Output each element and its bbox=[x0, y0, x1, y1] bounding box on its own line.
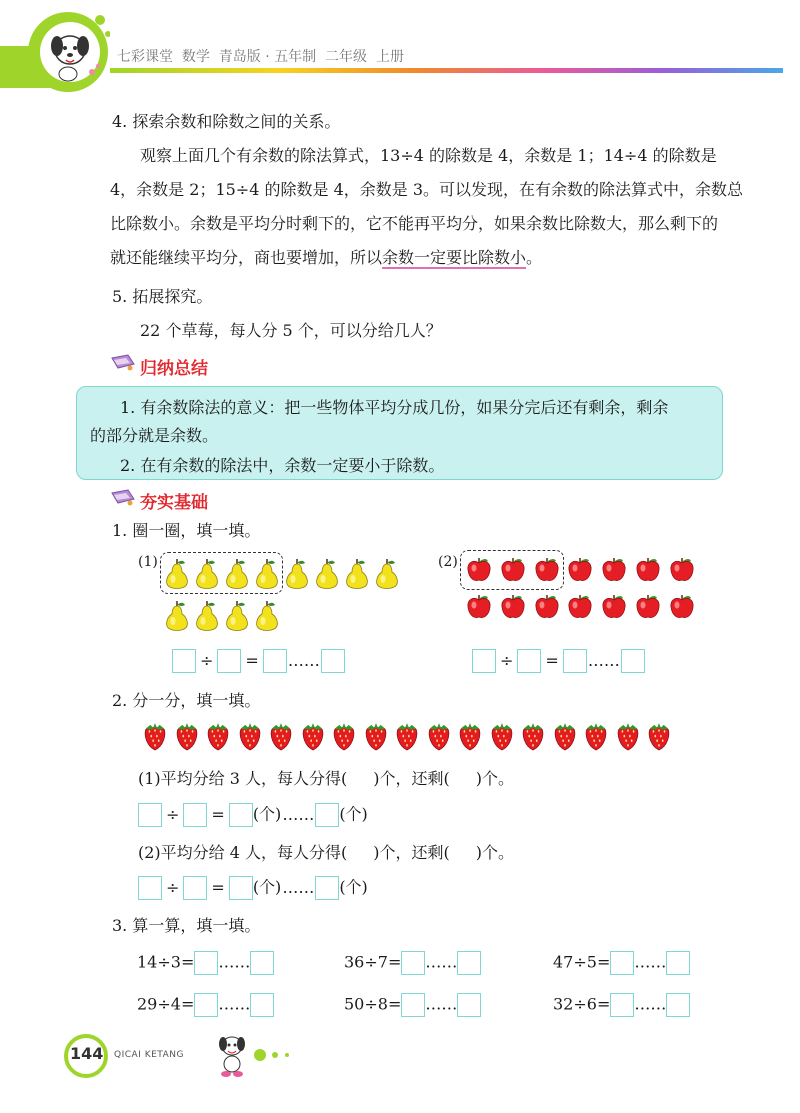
divide-sign: ÷ bbox=[500, 651, 514, 670]
strawberry-icon bbox=[552, 721, 578, 757]
basics-tag-icon bbox=[110, 489, 136, 507]
pear-icon bbox=[254, 599, 280, 637]
answer-box[interactable] bbox=[610, 951, 634, 975]
q2-heading: 2. 分一分，填一填。 bbox=[112, 691, 261, 710]
strawberry-icon bbox=[646, 721, 672, 757]
q3-expression: 29÷4= bbox=[137, 994, 195, 1014]
strawberry-icon bbox=[300, 721, 326, 757]
section4-para-line2: 4，余数是 2；15÷4 的除数是 4，余数是 3。可以发现，在有余数的除法算式中，余数总 bbox=[110, 180, 744, 199]
footer-dot-medium bbox=[272, 1052, 278, 1058]
q2-part1-text bbox=[138, 768, 514, 790]
q1-equation-1 bbox=[172, 649, 345, 673]
equals-sign: = bbox=[245, 651, 259, 670]
footer-brand: QICAI KETANG bbox=[114, 1050, 184, 1060]
summary-heading: 归纳总结 bbox=[140, 359, 208, 379]
q3-expression: 36÷7= bbox=[344, 952, 402, 972]
apple-icon bbox=[566, 592, 594, 624]
answer-box[interactable] bbox=[610, 993, 634, 1017]
strawberry-icon bbox=[394, 721, 420, 757]
footer-page-number: 144 bbox=[70, 1044, 104, 1063]
answer-box[interactable] bbox=[457, 951, 481, 975]
q1-heading: 1. 圈一圈，填一填。 bbox=[112, 521, 261, 540]
mascot-puppy-icon bbox=[212, 1030, 252, 1080]
apple-icon bbox=[499, 592, 527, 624]
header-title: 七彩课堂 数学 青岛版 · 五年制 二年级 上册 bbox=[117, 49, 404, 65]
remainder-dots: …… bbox=[587, 651, 620, 670]
strawberry-icon bbox=[174, 721, 200, 757]
q3-problem bbox=[553, 993, 690, 1017]
section4-heading: 4. 探索余数和除数之间的关系。 bbox=[112, 112, 341, 131]
unit-label: (个) bbox=[339, 877, 368, 897]
equals-sign: = bbox=[545, 651, 559, 670]
answer-box[interactable] bbox=[315, 803, 339, 827]
answer-box[interactable] bbox=[250, 951, 274, 975]
footer-dot-large bbox=[254, 1049, 266, 1061]
summary-tag-icon bbox=[110, 354, 136, 372]
answer-box[interactable] bbox=[217, 649, 241, 673]
answer-box[interactable] bbox=[563, 649, 587, 673]
strawberry-icon bbox=[583, 721, 609, 757]
divide-sign: ÷ bbox=[166, 805, 180, 824]
remainder-dots: …… bbox=[218, 952, 251, 972]
apple-icon bbox=[600, 555, 628, 587]
pear-icon bbox=[314, 557, 340, 595]
q2-part2-text-c: )个。 bbox=[475, 843, 515, 862]
q2-part2-text bbox=[138, 842, 514, 864]
unit-label: (个) bbox=[252, 804, 282, 824]
strawberry-icon bbox=[268, 721, 294, 757]
q2-part1-text-b: )个，还剩( bbox=[373, 769, 450, 788]
q2-part2-text-a: (2)平均分给 4 人，每人分得( bbox=[138, 843, 348, 862]
pear-icon bbox=[224, 599, 250, 637]
answer-box[interactable] bbox=[229, 876, 253, 900]
summary-item1-line2: 的部分就是余数。 bbox=[90, 426, 219, 445]
pear-icon bbox=[194, 599, 220, 637]
summary-item2: 2. 在有余数的除法中，余数一定要小于除数。 bbox=[120, 456, 445, 475]
divide-sign: ÷ bbox=[166, 878, 180, 897]
apple-icon bbox=[634, 555, 662, 587]
strawberry-icon bbox=[205, 721, 231, 757]
divide-sign: ÷ bbox=[200, 651, 214, 670]
pear-icon bbox=[224, 557, 250, 595]
q3-problem bbox=[137, 993, 274, 1017]
q1-equation-2 bbox=[472, 649, 645, 673]
header-band bbox=[0, 0, 800, 95]
q3-heading: 3. 算一算，填一填。 bbox=[112, 916, 261, 935]
answer-box[interactable] bbox=[183, 876, 207, 900]
strawberry-icon bbox=[331, 721, 357, 757]
answer-box[interactable] bbox=[194, 951, 218, 975]
answer-box[interactable] bbox=[229, 803, 253, 827]
answer-box[interactable] bbox=[183, 803, 207, 827]
section5-question: 22 个草莓，每人分 5 个，可以分给几人？ bbox=[140, 321, 442, 340]
mascot-logo-icon bbox=[0, 0, 110, 95]
answer-box[interactable] bbox=[457, 993, 481, 1017]
q3-problem bbox=[137, 951, 274, 975]
remainder-dots: …… bbox=[218, 994, 251, 1014]
remainder-dots: …… bbox=[282, 805, 315, 824]
q3-problem bbox=[553, 951, 690, 975]
answer-box[interactable] bbox=[194, 993, 218, 1017]
q3-problem bbox=[344, 951, 481, 975]
section4-para-line3: 比除数小。余数是平均分时剩下的，它不能再平均分，如果余数比除数大，那么剩下的 bbox=[110, 214, 719, 233]
unit-label: (个) bbox=[339, 804, 368, 824]
q3-problem bbox=[344, 993, 481, 1017]
apple-icon bbox=[668, 555, 696, 587]
apple-icon bbox=[533, 592, 561, 624]
pear-icon bbox=[194, 557, 220, 595]
section4-para-line4-start: 就还能继续平均分，商也要增加，所以 bbox=[110, 248, 383, 267]
answer-box[interactable] bbox=[666, 951, 690, 975]
answer-box[interactable] bbox=[472, 649, 496, 673]
strawberry-icon bbox=[457, 721, 483, 757]
key-conclusion-underline: 余数一定要比除数小 bbox=[382, 248, 527, 267]
remainder-dots: …… bbox=[634, 952, 667, 972]
remainder-dots: …… bbox=[287, 651, 320, 670]
q2-part1-text-a: (1)平均分给 3 人，每人分得( bbox=[138, 769, 348, 788]
pear-icon bbox=[164, 599, 190, 637]
q1-part1-label: (1) bbox=[138, 554, 158, 570]
strawberry-icon bbox=[615, 721, 641, 757]
answer-box[interactable] bbox=[401, 951, 425, 975]
strawberry-icon bbox=[426, 721, 452, 757]
answer-box[interactable] bbox=[315, 876, 339, 900]
apple-icon bbox=[600, 592, 628, 624]
apple-icon bbox=[465, 555, 493, 587]
answer-box[interactable] bbox=[172, 649, 196, 673]
pear-icon bbox=[254, 557, 280, 595]
remainder-dots: …… bbox=[282, 878, 315, 897]
q3-expression: 50÷8= bbox=[344, 994, 402, 1014]
q2-part1-text-c: )个。 bbox=[475, 769, 515, 788]
unit-label: (个) bbox=[252, 877, 282, 897]
basics-heading: 夯实基础 bbox=[140, 493, 208, 513]
pear-icon bbox=[344, 557, 370, 595]
q2-equation-2 bbox=[138, 876, 368, 900]
footer-dot-small bbox=[285, 1053, 289, 1057]
apple-icon bbox=[499, 555, 527, 587]
strawberry-icon bbox=[237, 721, 263, 757]
answer-box[interactable] bbox=[517, 649, 541, 673]
section4-para-line4-end: 。 bbox=[526, 248, 543, 267]
answer-box[interactable] bbox=[138, 803, 162, 827]
equals-sign: = bbox=[211, 805, 225, 824]
pear-icon bbox=[164, 557, 190, 595]
remainder-dots: …… bbox=[425, 952, 458, 972]
q3-expression: 14÷3= bbox=[137, 952, 195, 972]
section4-para-line1: 观察上面几个有余数的除法算式，13÷4 的除数是 4，余数是 1；14÷4 的除数是 bbox=[140, 146, 717, 165]
strawberry-icon bbox=[142, 721, 168, 757]
answer-box[interactable] bbox=[138, 876, 162, 900]
q2-equation-1 bbox=[138, 803, 368, 827]
equals-sign: = bbox=[211, 878, 225, 897]
strawberry-icon bbox=[520, 721, 546, 757]
apple-icon bbox=[465, 592, 493, 624]
q3-expression: 32÷6= bbox=[553, 994, 611, 1014]
summary-item1-line1: 1. 有余数除法的意义：把一些物体平均分成几份，如果分完后还有剩余，剩余 bbox=[120, 398, 669, 417]
strawberry-icon bbox=[489, 721, 515, 757]
q1-part2-label: (2) bbox=[438, 554, 458, 570]
answer-box[interactable] bbox=[666, 993, 690, 1017]
remainder-dots: …… bbox=[634, 994, 667, 1014]
apple-icon bbox=[668, 592, 696, 624]
apple-icon bbox=[634, 592, 662, 624]
section5-heading: 5. 拓展探究。 bbox=[112, 287, 213, 306]
answer-box[interactable] bbox=[263, 649, 287, 673]
header-rainbow-line bbox=[110, 68, 783, 73]
remainder-dots: …… bbox=[425, 994, 458, 1014]
q3-expression: 47÷5= bbox=[553, 952, 611, 972]
pear-icon bbox=[284, 557, 310, 595]
answer-box[interactable] bbox=[621, 649, 645, 673]
answer-box[interactable] bbox=[321, 649, 345, 673]
answer-box[interactable] bbox=[401, 993, 425, 1017]
pear-icon bbox=[374, 557, 400, 595]
answer-box[interactable] bbox=[250, 993, 274, 1017]
strawberry-icon bbox=[363, 721, 389, 757]
apple-icon bbox=[533, 555, 561, 587]
apple-icon bbox=[566, 555, 594, 587]
section4-para-line4 bbox=[110, 247, 542, 269]
q2-part2-text-b: )个，还剩( bbox=[373, 843, 450, 862]
